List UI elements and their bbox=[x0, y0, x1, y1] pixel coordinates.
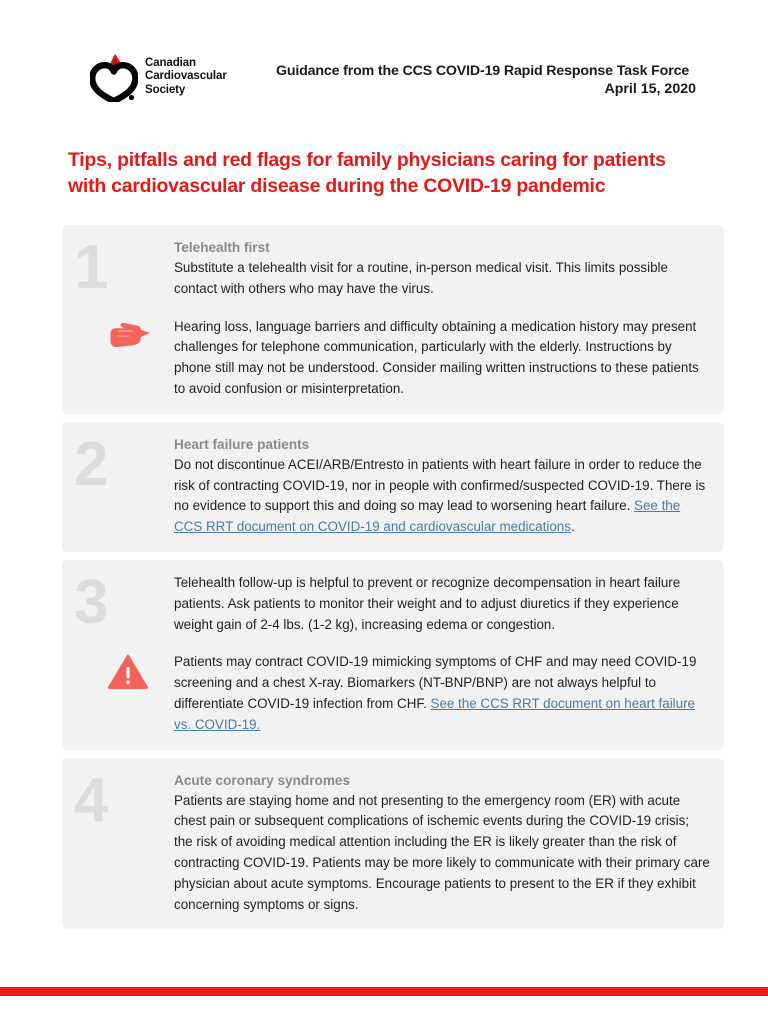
section-card-3 bbox=[62, 560, 724, 750]
logo-line-3: Society bbox=[145, 83, 186, 96]
paragraph-text-before: Do not discontinue ACEI/ARB/Entresto in patients with heart failure in order to reduce the risk of contracting COVID-19, nor in people with confirmed/suspected COVID-19. There is no evidence to support this and doing so may lead to worsening heart failure. bbox=[174, 456, 706, 514]
section-number-column-1 bbox=[62, 235, 174, 400]
paragraph-text: Hearing loss, language barriers and difficulty obtaining a medication history may present challenges for telephone communication, particularly with the elderly. Instructions by phone still may not be understood. Consider mailing written instructions to these patients to avoid confusion or misinterpretation. bbox=[174, 318, 699, 396]
section-number: 3 bbox=[74, 567, 109, 637]
document-header bbox=[0, 0, 768, 122]
section-heading: Heart failure patients bbox=[174, 436, 310, 452]
section-body-2 bbox=[174, 432, 710, 538]
section-number: 4 bbox=[74, 765, 109, 835]
page-title: Tips, pitfalls and red flags for family physicians caring for patients with cardiovascular disease during the COVID-19 pandemic bbox=[68, 149, 666, 197]
section-body-4 bbox=[174, 768, 710, 916]
section-number: 2 bbox=[74, 429, 109, 499]
section-number: 1 bbox=[74, 233, 109, 302]
section-card-1 bbox=[62, 225, 724, 414]
ccs-rrt-heart-failure-link[interactable]: See the CCS RRT document on heart failure vs. COVID-19. bbox=[174, 695, 695, 732]
section-number-column-4 bbox=[62, 765, 174, 916]
paragraph-text bbox=[174, 455, 710, 538]
section-heading: Telehealth first bbox=[174, 240, 270, 255]
paragraph-text-after: . bbox=[570, 519, 575, 535]
paragraph-text: Telehealth follow-up is helpful to prevent or recognize decompensation in heart failure patients. Ask patients to monitor their weight and to adjust diuretics if they experience weight gain of 2-4 lbs. (1-2 kg), increasing edema or congestion. bbox=[174, 574, 681, 632]
guidance-line: Guidance from the CCS COVID-19 Rapid Response Task Force bbox=[275, 63, 690, 79]
section-paragraph bbox=[174, 791, 710, 916]
section-card-2 bbox=[62, 422, 724, 552]
section-paragraph bbox=[174, 258, 710, 300]
section-body-1 bbox=[174, 235, 710, 400]
section-paragraph-with-icon bbox=[174, 317, 710, 400]
section-heading: Acute coronary syndromes bbox=[174, 772, 351, 788]
section-number-column-2 bbox=[62, 429, 174, 538]
paragraph-text: Patients are staying home and not presenting to the emergency room (ER) with acute chest pain or subsequent complications of ischemic events during the COVID-19 crisis; the risk of avoiding medical attention including the ER is likely greater than the risk of contracting COVID-19. Patients may be more likely to communicate with their primary care physician about acute symptoms. Encourage patients to present to the ER if they exhibit concerning symptoms or signs. bbox=[174, 792, 710, 912]
section-paragraph bbox=[174, 455, 710, 538]
paragraph-text bbox=[174, 652, 710, 735]
section-paragraph-with-icon bbox=[174, 652, 710, 735]
footer-accent-bar bbox=[0, 987, 768, 996]
section-paragraph bbox=[174, 573, 710, 635]
header-title-block bbox=[265, 50, 706, 98]
ccs-logo-wordmark bbox=[145, 57, 227, 98]
heart-flame-logo-icon bbox=[90, 52, 138, 102]
guidance-sections bbox=[0, 225, 768, 929]
logo-line-2: Cardiovascular bbox=[145, 70, 227, 83]
ccs-rrt-medications-link[interactable]: See the CCS RRT document on COVID-19 and cardiovascular medications bbox=[174, 498, 681, 535]
document-date: April 15, 2020 bbox=[604, 81, 696, 97]
logo-line-1: Canadian bbox=[145, 56, 196, 69]
section-number-column-3 bbox=[62, 567, 174, 736]
section-body-3 bbox=[174, 570, 710, 736]
pointing-hand-icon bbox=[106, 321, 152, 351]
section-card-4 bbox=[62, 758, 724, 930]
paragraph-text: Substitute a telehealth visit for a routine, in-person medical visit. This limits possible contact with others who may have the virus. bbox=[174, 260, 668, 296]
ccs-logo bbox=[90, 50, 265, 102]
paragraph-text-before: Patients may contract COVID-19 mimicking symptoms of CHF and may need COVID-19 screening and a chest X-ray. Biomarkers (NT-BNP/BNP) are not always helpful to differentiate COVID-19 infection from CHF. bbox=[174, 654, 697, 711]
warning-triangle-icon bbox=[108, 654, 148, 690]
